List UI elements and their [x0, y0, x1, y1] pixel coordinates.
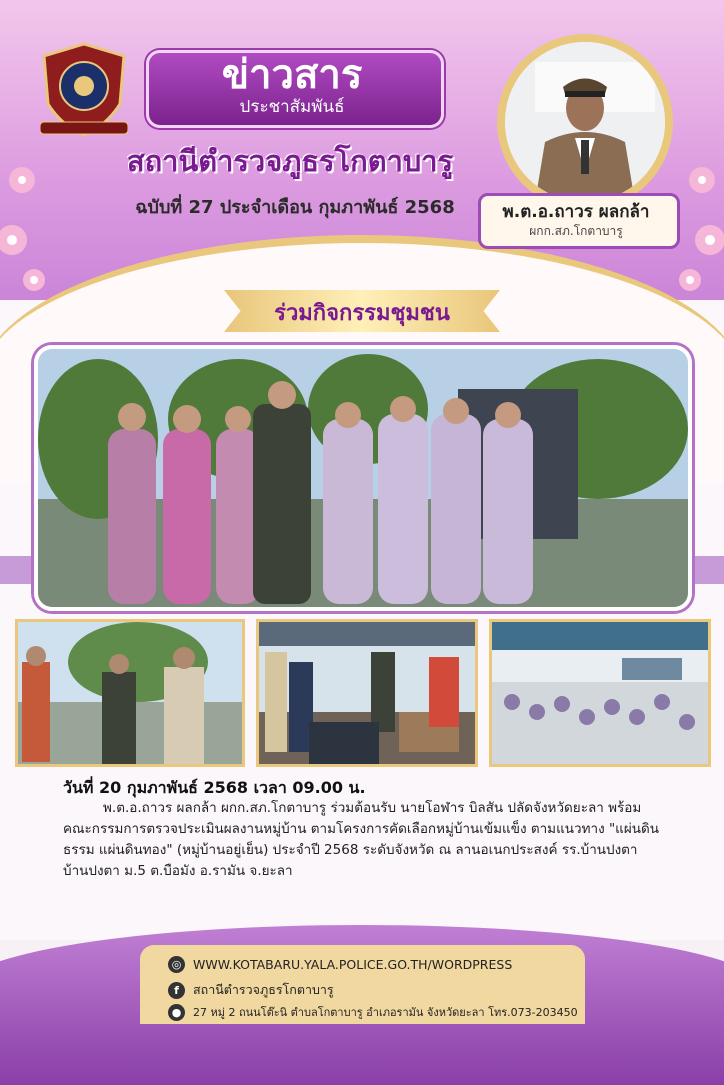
footer-address-row [168, 1003, 578, 1021]
event-photo-1 [15, 619, 245, 767]
footer-website-row[interactable] [168, 956, 512, 973]
newsletter-subtitle: ประชาสัมพันธ์ [239, 97, 345, 117]
facebook-icon: f [168, 982, 185, 999]
officer-name: พ.ต.อ.ถาวร ผลกล้า [502, 202, 650, 222]
globe-icon: ◎ [168, 956, 185, 973]
footer-facebook-row[interactable] [168, 980, 334, 1000]
event-photo-3 [489, 619, 711, 767]
article-body: พ.ต.อ.ถาวร ผลกล้า ผกก.สภ.โกตาบารู ร่วมต้อนรับ นายโอฬาร บิลสัน ปลัดจังหวัดยะลา พร้อม คณะกรรมการตรวจประเมินผลงานหมู่บ้าน ตามโครงการคัดเลือกหมู่บ้านเข้มแข็ง ตามแนวทาง "แผ่นดินธรรม แผ่นดินทอง" (หมู่บ้านอยู่เย็น) ประจำปี 2568 ระดับจังหวัด ณ ลานอเนกประสงค์ รร.บ้านปงตา บ้านปงตา ม.5 ต.บือมัง อ.รามัน จ.ยะลา [63, 800, 659, 879]
station-name: สถานีตำรวจภูธรโกตาบารู [126, 144, 454, 178]
section-title: ร่วมกิจกรรมชุมชน [274, 301, 450, 326]
officer-position: ผกก.สภ.โกตาบารู [529, 224, 623, 238]
flower-decoration-left [0, 150, 60, 310]
footer-address: 27 หมู่ 2 ถนนโต๊ะนิ ตำบลโกตาบารู อำเภอรามัน จังหวัดยะลา โทร.073-203450 [193, 1006, 578, 1019]
location-pin-icon: ● [168, 1004, 185, 1021]
footer-facebook[interactable]: สถานีตำรวจภูธรโกตาบารู [193, 982, 334, 997]
footer-website[interactable]: WWW.KOTABARU.YALA.POLICE.GO.TH/WORDPRESS [193, 957, 513, 972]
main-event-photo [34, 345, 692, 611]
article-date: วันที่ 20 กุมภาพันธ์ 2568 เวลา 09.00 น. [63, 778, 366, 797]
issue-line: ฉบับที่ 27 ประจำเดือน กุมภาพันธ์ 2568 [135, 197, 455, 218]
event-photo-2 [256, 619, 478, 767]
officer-portrait [505, 42, 665, 202]
newsletter-title: ข่าวสาร [221, 52, 363, 98]
police-badge-logo [40, 42, 128, 137]
